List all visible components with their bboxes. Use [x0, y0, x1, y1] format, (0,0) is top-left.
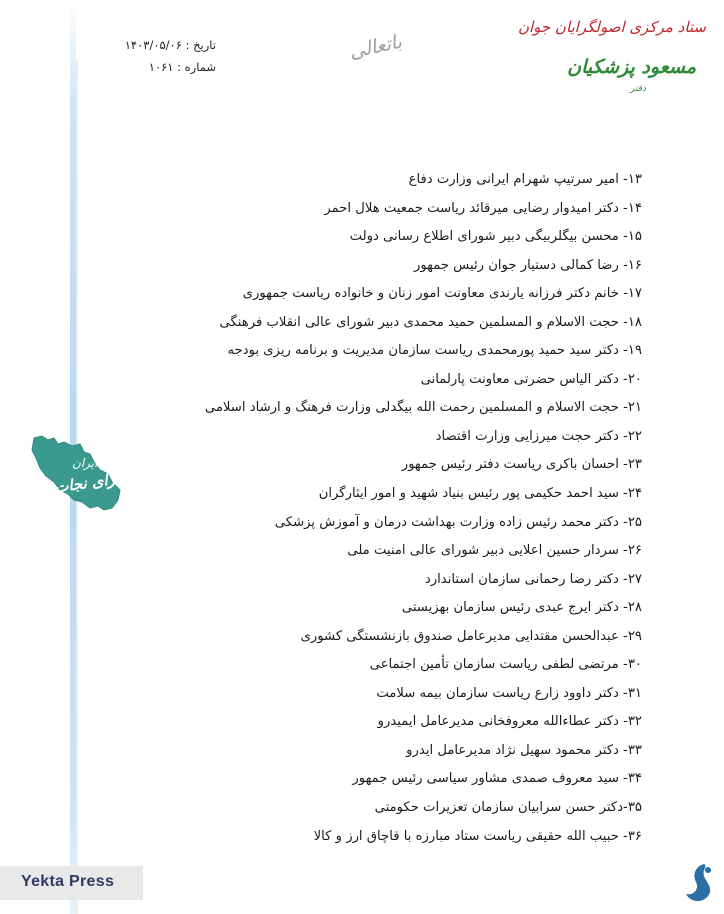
list-item: ۳۴- سید معروف صمدی مشاور سیاسی رئیس جمهور — [352, 771, 642, 787]
list-item: ۱۸- حجت الاسلام و المسلمین حمید محمدی دبیر شورای عالی انقلاب فرهنگی — [219, 314, 642, 330]
list-item: ۱۳- امیر سرتیپ شهرام ایرانی وزارت دفاع — [408, 172, 642, 187]
list-item: ۳۲- دکتر عطاءالله معروفخانی مدیرعامل ایمیدرو — [377, 714, 642, 730]
number-value: ۱۰۶۱ — [148, 60, 174, 74]
basmala-text: باتعالی — [347, 30, 404, 64]
appointee-list — [142, 166, 642, 851]
number-row — [96, 56, 216, 78]
watermark-text: Yekta Press — [21, 873, 115, 890]
list-item: ۳۳- دکتر محمود سهیل نژاد مدیرعامل ایدرو — [406, 742, 642, 758]
list-item: ۲۱- حجت الاسلام و المسلمین رحمت الله بیگدلی وزارت فرهنگ و ارشاد اسلامی — [204, 400, 642, 416]
emblem-line-1: ایران — [72, 456, 98, 470]
list-item: ۲۲- دکتر حجت میرزایی وزارت اقتصاد — [435, 428, 642, 444]
office-label-line: دفتر — [630, 84, 646, 94]
list-item: ۱۴- دکتر امیدوار رضایی میرقائد ریاست جمعیت هلال احمر — [324, 200, 642, 216]
corner-logo-icon — [682, 860, 716, 906]
date-value: ۱۴۰۳/۰۵/۰۶ — [124, 38, 182, 52]
number-label: شماره : — [177, 60, 216, 74]
list-item: ۲۷- دکتر رضا رحمانی سازمان استاندارد — [424, 571, 642, 587]
basmala-calligraphy — [318, 24, 402, 76]
list-item: ۲۸- دکتر ایرج عبدی رئیس سازمان بهزیستی — [401, 600, 642, 616]
emblem-line-2: برای نجات — [53, 469, 122, 497]
list-item: ۱۵- محسن بیگلربیگی دبیر شورای اطلاع رسانی دولت — [349, 229, 642, 245]
list-item: ۲۴- سید احمد حکیمی پور رئیس بنیاد شهید و امور ایثارگران — [318, 486, 642, 502]
organization-logo — [517, 16, 706, 98]
letter-meta — [96, 34, 216, 78]
date-label: تاریخ : — [185, 38, 216, 52]
list-item: ۱۷- خانم دکتر فرزانه یارندی معاونت امور زنان و خانواده ریاست جمهوری — [242, 286, 642, 302]
list-item: ۲۵- دکتر محمد رئیس زاده وزارت بهداشت درمان و آموزش پزشکی — [274, 514, 642, 530]
list-item: ۲۳- احسان باکری ریاست دفتر رئیس جمهور — [401, 457, 642, 473]
date-row — [96, 34, 216, 56]
watermark-label — [0, 866, 143, 900]
iran-map-emblem — [28, 430, 124, 520]
list-item: ۲۰- دکتر الیاس حضرتی معاونت پارلمانی — [420, 371, 642, 387]
org-name-line: ستاد مرکزی اصولگرایان جوان — [517, 18, 706, 36]
list-item: ۲۹- عبدالحسن مقتدایی مدیرعامل صندوق بازنشستگی کشوری — [300, 628, 642, 644]
list-item: ۳۱- دکتر داوود زارع ریاست سازمان بیمه سلامت — [376, 685, 642, 701]
list-item: ۳۵-دکتر حسن سرابیان سازمان تعزیرات حکومتی — [374, 800, 642, 816]
list-item: ۱۹- دکتر سید حمید پورمحمدی ریاست سازمان مدیریت و برنامه ریزی بودجه — [227, 343, 642, 359]
list-item: ۳۶- حبیب الله حقیقی ریاست ستاد مبارزه با قاچاق ارز و کالا — [313, 828, 642, 844]
list-item: ۲۶- سردار حسین اعلایی دبیر شورای عالی امنیت ملی — [347, 543, 642, 559]
candidate-name-line: مسعود پزشکیان — [567, 56, 696, 78]
list-item: ۳۰- مرتضی لطفی ریاست سازمان تأمین اجتماعی — [369, 657, 642, 673]
corner-logo-shape — [682, 860, 716, 906]
list-item: ۱۶- رضا کمالی دستیار جوان رئیس جمهور — [413, 257, 642, 273]
